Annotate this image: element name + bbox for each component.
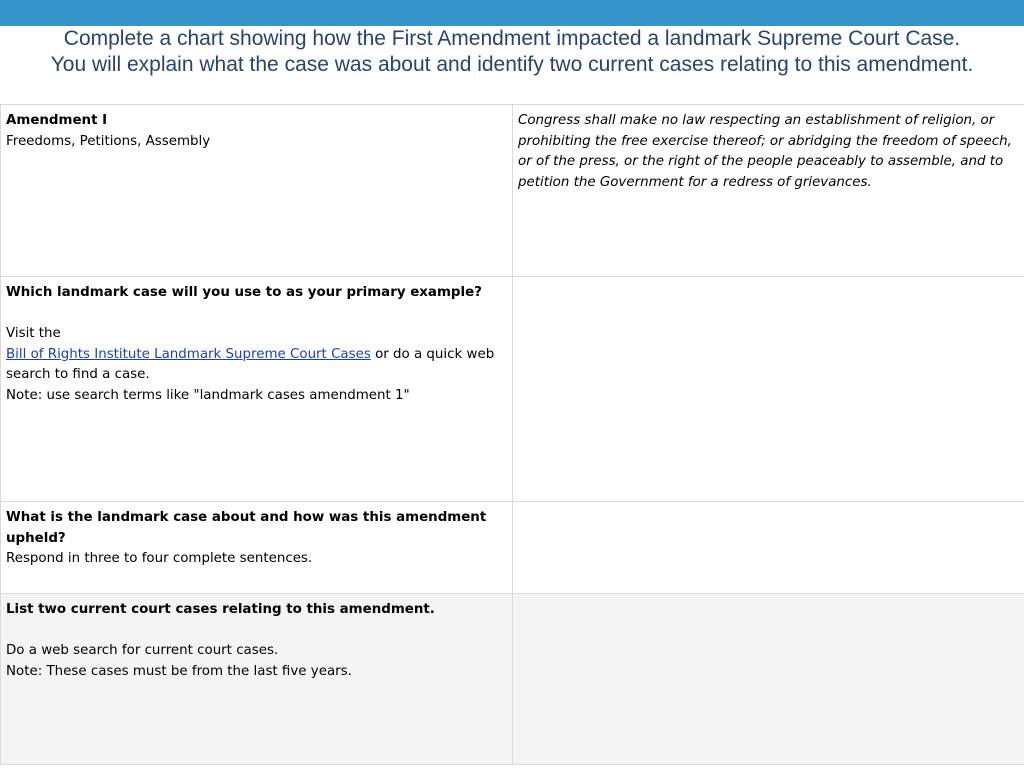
current-answer-cell[interactable] xyxy=(513,594,1024,765)
current-question: List two current court cases relating to this amendment. xyxy=(6,602,435,617)
amendment-subtitle: Freedoms, Petitions, Assembly xyxy=(6,133,211,149)
spacer xyxy=(6,621,507,642)
current-instruction: Do a web search for current court cases. xyxy=(6,643,279,658)
about-question: What is the landmark case about and how was this amendment upheld? xyxy=(6,510,487,546)
amendment-chart-table xyxy=(0,104,1024,765)
visit-text: Visit the xyxy=(6,326,61,341)
current-note: Note: These cases must be from the last five years. xyxy=(6,663,352,679)
amendment-label-cell xyxy=(1,105,513,277)
search-note: Note: use search terms like "landmark cases amendment 1" xyxy=(6,387,410,403)
after-link-text: or do a quick web search to find a case. xyxy=(6,346,495,382)
table-row-amendment xyxy=(1,105,1024,277)
landmark-answer-cell[interactable] xyxy=(513,277,1024,502)
amendment-title: Amendment I xyxy=(6,113,108,128)
about-instruction: Respond in three to four complete sentences. xyxy=(6,551,313,566)
bill-of-rights-institute-link[interactable]: Bill of Rights Institute Landmark Supreme Court Cases xyxy=(6,346,371,362)
table-row-case-about xyxy=(1,502,1024,594)
about-prompt-cell xyxy=(1,502,513,594)
landmark-prompt-cell xyxy=(1,277,513,502)
amendment-text-cell xyxy=(513,105,1024,277)
spacer xyxy=(6,304,507,325)
landmark-question: Which landmark case will you use to as your primary example? xyxy=(6,285,482,300)
instructions-heading xyxy=(0,26,1024,78)
table-row-landmark-case xyxy=(1,277,1024,502)
amendment-text: Congress shall make no law respecting an establishment of religion, or prohibiting the free exercise thereof; or abridging the freedom of speech, or of the press, or the right of the people peaceably to assemble, and to petition the Government for a redress of grievances. xyxy=(518,113,1012,190)
instructions-line-2: You will explain what the case was about and identify two current cases relating to this amendment. xyxy=(50,53,974,76)
about-answer-cell[interactable] xyxy=(513,502,1024,594)
current-prompt-cell xyxy=(1,594,513,765)
table-row-current-cases xyxy=(1,594,1024,765)
instructions-line-1: Complete a chart showing how the First Amendment impacted a landmark Supreme Court Case. xyxy=(63,27,961,50)
landmark-link-line xyxy=(6,345,507,386)
top-accent-bar xyxy=(0,0,1024,26)
